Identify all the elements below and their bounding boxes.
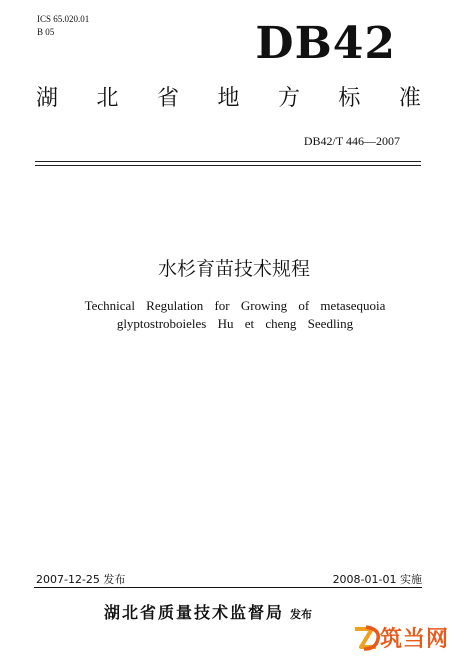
zd-logo-icon xyxy=(352,623,382,653)
chinese-title: 水杉育苗技术规程 xyxy=(157,258,310,280)
heading-char: 准 xyxy=(398,86,421,111)
publisher-name: 湖北省质量技术监督局 xyxy=(104,603,285,622)
publisher xyxy=(104,600,312,623)
watermark xyxy=(352,622,449,653)
publisher-suffix: 发布 xyxy=(290,608,313,621)
issue-date: 2007-12-25 发布 xyxy=(36,573,126,586)
english-title-line1: Technical Regulation for Growing of metasequoia xyxy=(84,298,386,313)
province-standard-heading xyxy=(36,88,421,110)
watermark-text: 筑当网 xyxy=(380,627,450,652)
heading-char: 标 xyxy=(338,86,361,111)
class-code: B 05 xyxy=(37,27,55,37)
effective-date: 2008-01-01 实施 xyxy=(332,573,422,586)
heading-char: 方 xyxy=(277,86,300,111)
dates-row xyxy=(36,571,422,587)
db42-logo: DB42 xyxy=(255,18,396,69)
heading-char: 地 xyxy=(217,86,240,111)
english-title xyxy=(60,297,410,333)
english-title-line2: glyptostroboieles Hu et cheng Seedling xyxy=(116,316,354,331)
divider-bottom xyxy=(34,587,422,588)
classification-codes xyxy=(37,13,89,39)
heading-char: 省 xyxy=(156,86,179,111)
ics-code: ICS 65.020.01 xyxy=(37,14,90,24)
heading-char: 北 xyxy=(96,86,119,111)
divider-top-second xyxy=(35,165,421,166)
standard-number: DB42/T 446—2007 xyxy=(303,134,400,148)
divider-top xyxy=(35,161,421,162)
heading-char: 湖 xyxy=(36,86,59,111)
